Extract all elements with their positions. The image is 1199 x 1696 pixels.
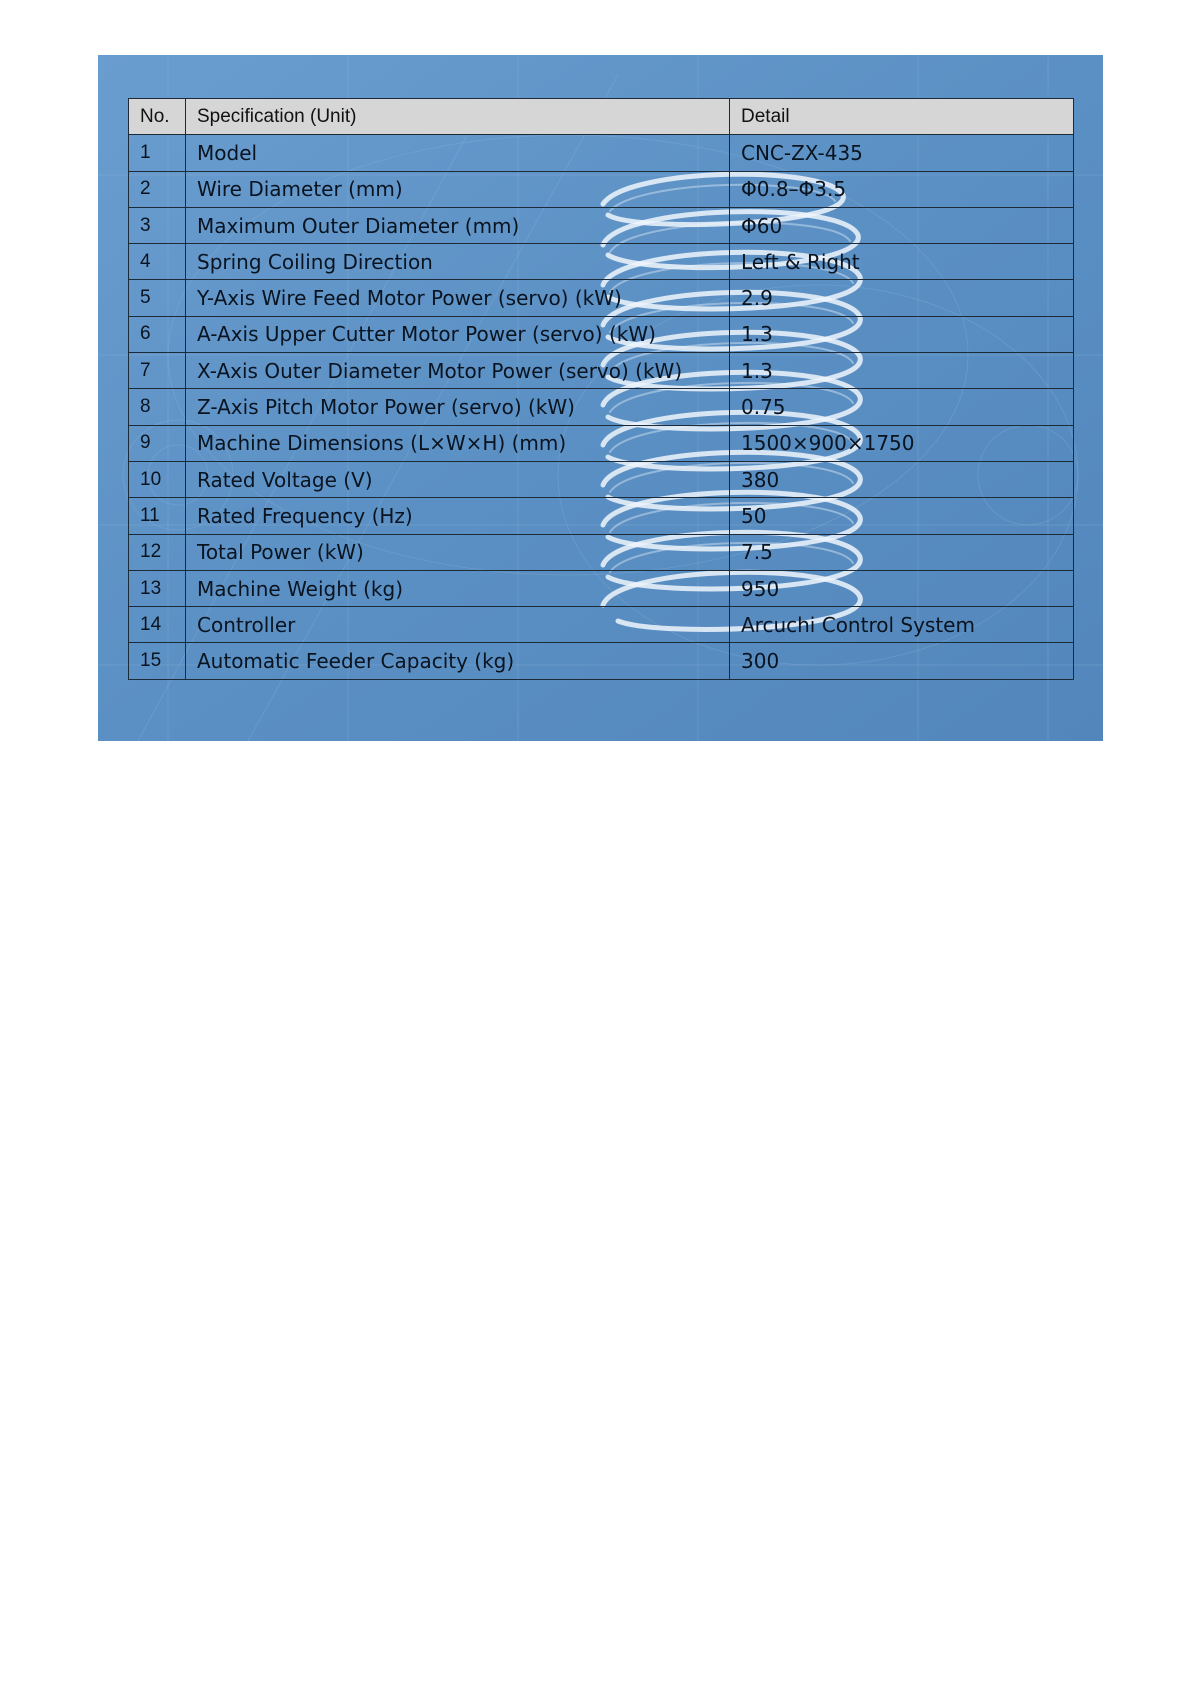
table-row bbox=[129, 353, 1074, 389]
row-detail: 300 bbox=[730, 643, 1074, 679]
row-detail: 7.5 bbox=[730, 534, 1074, 570]
row-detail: 1.3 bbox=[730, 316, 1074, 352]
row-detail: 50 bbox=[730, 498, 1074, 534]
row-no: 5 bbox=[129, 280, 186, 316]
row-spec: Wire Diameter (mm) bbox=[186, 171, 730, 207]
row-no: 1 bbox=[129, 135, 186, 171]
row-detail: 1.3 bbox=[730, 353, 1074, 389]
table-row bbox=[129, 171, 1074, 207]
header-spec: Specification (Unit) bbox=[186, 99, 730, 135]
row-spec: Y-Axis Wire Feed Motor Power (servo) (kW) bbox=[186, 280, 730, 316]
header-detail: Detail bbox=[730, 99, 1074, 135]
row-detail: 1500×900×1750 bbox=[730, 425, 1074, 461]
row-no: 3 bbox=[129, 207, 186, 243]
row-detail: 380 bbox=[730, 461, 1074, 497]
row-no: 10 bbox=[129, 461, 186, 497]
row-detail: 0.75 bbox=[730, 389, 1074, 425]
table-row bbox=[129, 280, 1074, 316]
table-row bbox=[129, 389, 1074, 425]
row-spec: Automatic Feeder Capacity (kg) bbox=[186, 643, 730, 679]
table-row bbox=[129, 244, 1074, 280]
row-spec: Total Power (kW) bbox=[186, 534, 730, 570]
table-header-row bbox=[129, 99, 1074, 135]
row-no: 15 bbox=[129, 643, 186, 679]
row-no: 9 bbox=[129, 425, 186, 461]
table-row bbox=[129, 461, 1074, 497]
row-spec: Rated Frequency (Hz) bbox=[186, 498, 730, 534]
row-spec: X-Axis Outer Diameter Motor Power (servo) (kW) bbox=[186, 353, 730, 389]
row-detail: Φ60 bbox=[730, 207, 1074, 243]
row-spec: Machine Weight (kg) bbox=[186, 570, 730, 606]
table-row bbox=[129, 316, 1074, 352]
table-row bbox=[129, 425, 1074, 461]
spec-panel bbox=[98, 55, 1103, 741]
row-no: 6 bbox=[129, 316, 186, 352]
table-row bbox=[129, 135, 1074, 171]
row-no: 11 bbox=[129, 498, 186, 534]
row-detail: Arcuchi Control System bbox=[730, 607, 1074, 643]
table-row bbox=[129, 607, 1074, 643]
row-spec: Maximum Outer Diameter (mm) bbox=[186, 207, 730, 243]
row-detail: Left & Right bbox=[730, 244, 1074, 280]
row-spec: Model bbox=[186, 135, 730, 171]
table-row bbox=[129, 498, 1074, 534]
row-spec: Machine Dimensions (L×W×H) (mm) bbox=[186, 425, 730, 461]
row-no: 4 bbox=[129, 244, 186, 280]
row-detail: 950 bbox=[730, 570, 1074, 606]
row-spec: Controller bbox=[186, 607, 730, 643]
row-spec: Rated Voltage (V) bbox=[186, 461, 730, 497]
row-detail: CNC-ZX-435 bbox=[730, 135, 1074, 171]
header-no: No. bbox=[129, 99, 186, 135]
row-no: 7 bbox=[129, 353, 186, 389]
row-detail: 2.9 bbox=[730, 280, 1074, 316]
row-no: 12 bbox=[129, 534, 186, 570]
spec-table bbox=[128, 98, 1074, 680]
row-detail: Φ0.8–Φ3.5 bbox=[730, 171, 1074, 207]
row-no: 13 bbox=[129, 570, 186, 606]
row-no: 8 bbox=[129, 389, 186, 425]
table-row bbox=[129, 207, 1074, 243]
row-spec: Spring Coiling Direction bbox=[186, 244, 730, 280]
row-spec: A-Axis Upper Cutter Motor Power (servo) (kW) bbox=[186, 316, 730, 352]
row-no: 14 bbox=[129, 607, 186, 643]
table-row bbox=[129, 534, 1074, 570]
row-spec: Z-Axis Pitch Motor Power (servo) (kW) bbox=[186, 389, 730, 425]
table-row bbox=[129, 643, 1074, 679]
table-row bbox=[129, 570, 1074, 606]
row-no: 2 bbox=[129, 171, 186, 207]
